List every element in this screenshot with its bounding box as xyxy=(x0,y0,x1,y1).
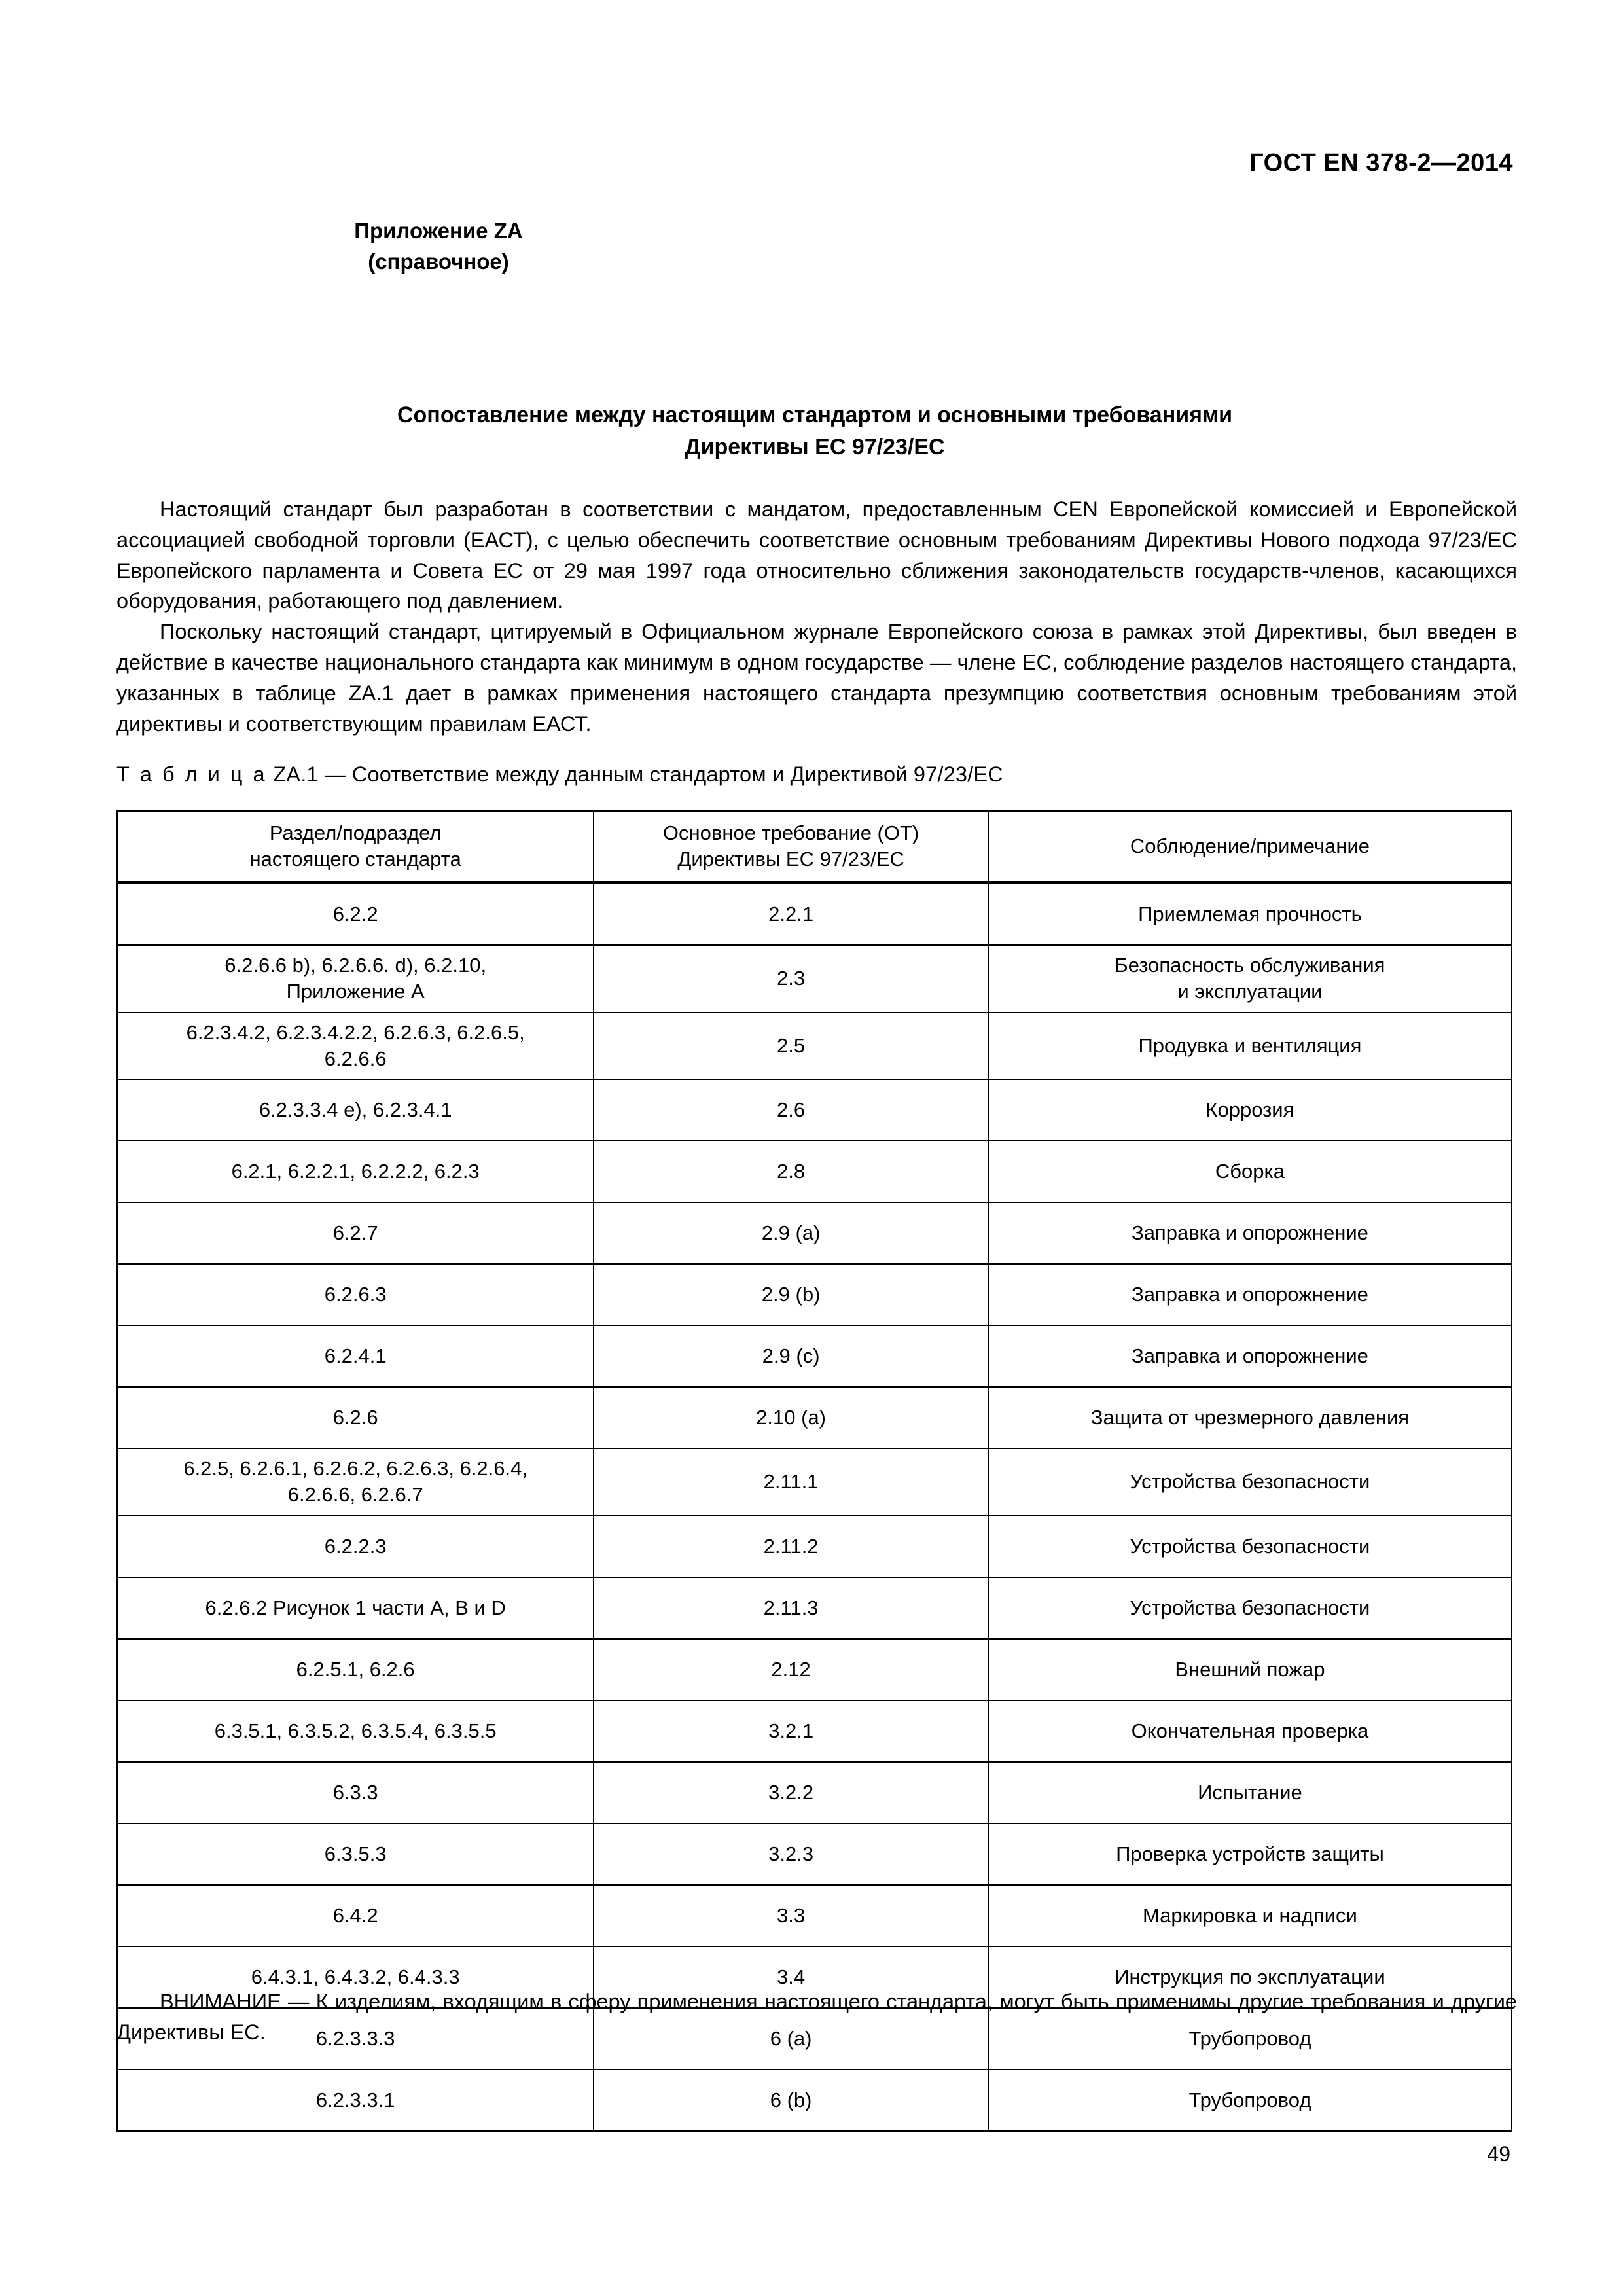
table-row xyxy=(117,883,1512,946)
table-cell: Трубопровод xyxy=(988,2070,1512,2131)
section-title-line2: Директивы ЕС 97/23/ЕС xyxy=(685,435,945,460)
table-cell: Коррозия xyxy=(988,1079,1512,1141)
table-cell: 6.2.7 xyxy=(117,1202,594,1264)
table-cell: 6 (a) xyxy=(594,2008,988,2070)
table-cell: Заправка и опорожнение xyxy=(988,1202,1512,1264)
table-cell: 6.2.1, 6.2.2.1, 6.2.2.2, 6.2.3 xyxy=(117,1141,594,1202)
table-cell: Внешний пожар xyxy=(988,1639,1512,1700)
table-row xyxy=(117,1325,1512,1387)
table-row xyxy=(117,1202,1512,1264)
table-cell: 3.2.1 xyxy=(594,1700,988,1762)
table-cell: Сборка xyxy=(988,1141,1512,1202)
table-cell: Устройства безопасности xyxy=(988,1516,1512,1577)
table-cell: Маркировка и надписи xyxy=(988,1885,1512,1946)
table-cell: 6.3.5.1, 6.3.5.2, 6.3.5.4, 6.3.5.5 xyxy=(117,1700,594,1762)
table-row xyxy=(117,1823,1512,1885)
table-cell: Безопасность обслуживания и эксплуатации xyxy=(988,945,1512,1013)
table-head xyxy=(117,811,1512,883)
paragraph-1: Настоящий стандарт был разработан в соответствии с мандатом, предоставленным CEN Европейской комиссией и Европейской ассоциацией свободной торговли (ЕАСТ), с целью обеспечить соответствие основным требованиям Директивы Нового подхода 97/23/ЕС Европейского парламента и Совета ЕС от 29 мая 1997 года относительно сближения законодательств государств-членов, касающихся оборудования, работающего под давлением. xyxy=(116,497,1517,613)
table-cell: 2.9 (c) xyxy=(594,1325,988,1387)
table-cell: Продувка и вентиляция xyxy=(988,1013,1512,1080)
table-cell: 2.11.3 xyxy=(594,1577,988,1639)
table-cell: Инструкция по эксплуатации xyxy=(988,1946,1512,2008)
table-cell: 6.2.3.3.1 xyxy=(117,2070,594,2131)
table-cell: Заправка и опорожнение xyxy=(988,1325,1512,1387)
table-cell: 6.2.6.2 Рисунок 1 части A, B и D xyxy=(117,1577,594,1639)
table-cell: Трубопровод xyxy=(988,2008,1512,2070)
table-cell: 6.2.2 xyxy=(117,883,594,946)
table-cell: Устройства безопасности xyxy=(988,1577,1512,1639)
intro-paragraphs xyxy=(116,494,1517,739)
annex-heading xyxy=(0,216,877,278)
correspondence-table xyxy=(116,810,1512,2132)
table-cell: Проверка устройств защиты xyxy=(988,1823,1512,1885)
table-row xyxy=(117,1141,1512,1202)
annex-heading-line2: (справочное) xyxy=(368,249,509,274)
section-title-line1: Сопоставление между настоящим стандартом и основными требованиями xyxy=(397,403,1233,427)
table-cell: 3.2.3 xyxy=(594,1823,988,1885)
page-number: 49 xyxy=(1487,2142,1510,2166)
section-title xyxy=(118,399,1512,464)
table-cell: 2.3 xyxy=(594,945,988,1013)
table-cell: 6.2.6 xyxy=(117,1387,594,1448)
table-header-cell-1: Основное требование (ОТ) Директивы ЕС 97/23/ЕС xyxy=(594,811,988,883)
table-header-row xyxy=(117,811,1512,883)
table-row xyxy=(117,1387,1512,1448)
table-cell: Защита от чрезмерного давления xyxy=(988,1387,1512,1448)
table-cell: 6.3.3 xyxy=(117,1762,594,1823)
table-cell: 6.2.2.3 xyxy=(117,1516,594,1577)
table-cell: 2.5 xyxy=(594,1013,988,1080)
table-cell: 6 (b) xyxy=(594,2070,988,2131)
table-cell: 2.12 xyxy=(594,1639,988,1700)
table-caption-prefix: Т а б л и ц а xyxy=(116,762,268,786)
table-cell: Испытание xyxy=(988,1762,1512,1823)
table-body xyxy=(117,883,1512,2131)
table-cell: Заправка и опорожнение xyxy=(988,1264,1512,1325)
paragraph-2: Поскольку настоящий стандарт, цитируемый в Официальном журнале Европейского союза в рамках этой Директивы, был введен в действие в качестве национального стандарта как минимум в одном государстве — члене ЕС, соблюдение разделов настоящего стандарта, указанных в таблице ZA.1 дает в рамках применения настоящего стандарта презумпцию соответствия основным требованиям этой директивы и соответствующим правилам ЕАСТ. xyxy=(116,620,1517,736)
table-row xyxy=(117,2070,1512,2131)
table-cell: 2.6 xyxy=(594,1079,988,1141)
table-caption-text: ZA.1 — Соответствие между данным стандартом и Директивой 97/23/ЕС xyxy=(273,762,1003,786)
table-cell: 6.2.5, 6.2.6.1, 6.2.6.2, 6.2.6.3, 6.2.6.4, 6.2.6.6, 6.2.6.7 xyxy=(117,1448,594,1516)
table-cell: 2.10 (a) xyxy=(594,1387,988,1448)
table-cell: 6.4.2 xyxy=(117,1885,594,1946)
table-cell: 2.2.1 xyxy=(594,883,988,946)
table-cell: 6.2.5.1, 6.2.6 xyxy=(117,1639,594,1700)
attention-note-text: ВНИМАНИЕ — К изделиям, входящим в сферу применения настоящего стандарта, могут быть применимы другие требования и другие Директивы ЕС. xyxy=(116,1990,1517,2044)
table-cell: 6.2.6.3 xyxy=(117,1264,594,1325)
table-cell: 6.2.3.3.3 xyxy=(117,2008,594,2070)
table-row xyxy=(117,1079,1512,1141)
table-cell: 2.9 (a) xyxy=(594,1202,988,1264)
table-cell: 6.2.3.4.2, 6.2.3.4.2.2, 6.2.6.3, 6.2.6.5, 6.2.6.6 xyxy=(117,1013,594,1080)
table-cell: 2.8 xyxy=(594,1141,988,1202)
table-cell: 3.3 xyxy=(594,1885,988,1946)
table-row xyxy=(117,1762,1512,1823)
table-cell: 6.2.3.3.4 e), 6.2.3.4.1 xyxy=(117,1079,594,1141)
annex-heading-line1: Приложение ZA xyxy=(354,219,523,243)
table-row xyxy=(117,1577,1512,1639)
table-caption xyxy=(116,762,1003,787)
table-cell: 6.4.3.1, 6.4.3.2, 6.4.3.3 xyxy=(117,1946,594,2008)
table-row xyxy=(117,1013,1512,1080)
table-cell: 2.9 (b) xyxy=(594,1264,988,1325)
table-row xyxy=(117,1700,1512,1762)
table-row xyxy=(117,1639,1512,1700)
table-row xyxy=(117,945,1512,1013)
table-cell: 3.2.2 xyxy=(594,1762,988,1823)
table-header-cell-2: Соблюдение/примечание xyxy=(988,811,1512,883)
table-cell: Приемлемая прочность xyxy=(988,883,1512,946)
attention-note xyxy=(116,1986,1517,2048)
table-row xyxy=(117,1516,1512,1577)
table-cell: Устройства безопасности xyxy=(988,1448,1512,1516)
table-cell: 2.11.1 xyxy=(594,1448,988,1516)
table-row xyxy=(117,1264,1512,1325)
table-header-cell-0: Раздел/подраздел настоящего стандарта xyxy=(117,811,594,883)
table-cell: 6.3.5.3 xyxy=(117,1823,594,1885)
table-row xyxy=(117,1448,1512,1516)
table-cell: Окончательная проверка xyxy=(988,1700,1512,1762)
table-cell: 6.2.6.6 b), 6.2.6.6. d), 6.2.10, Приложение А xyxy=(117,945,594,1013)
table-row xyxy=(117,1885,1512,1946)
table-cell: 2.11.2 xyxy=(594,1516,988,1577)
table-cell: 3.4 xyxy=(594,1946,988,2008)
page-header-standard-id: ГОСТ EN 378-2—2014 xyxy=(1249,149,1513,177)
table-cell: 6.2.4.1 xyxy=(117,1325,594,1387)
